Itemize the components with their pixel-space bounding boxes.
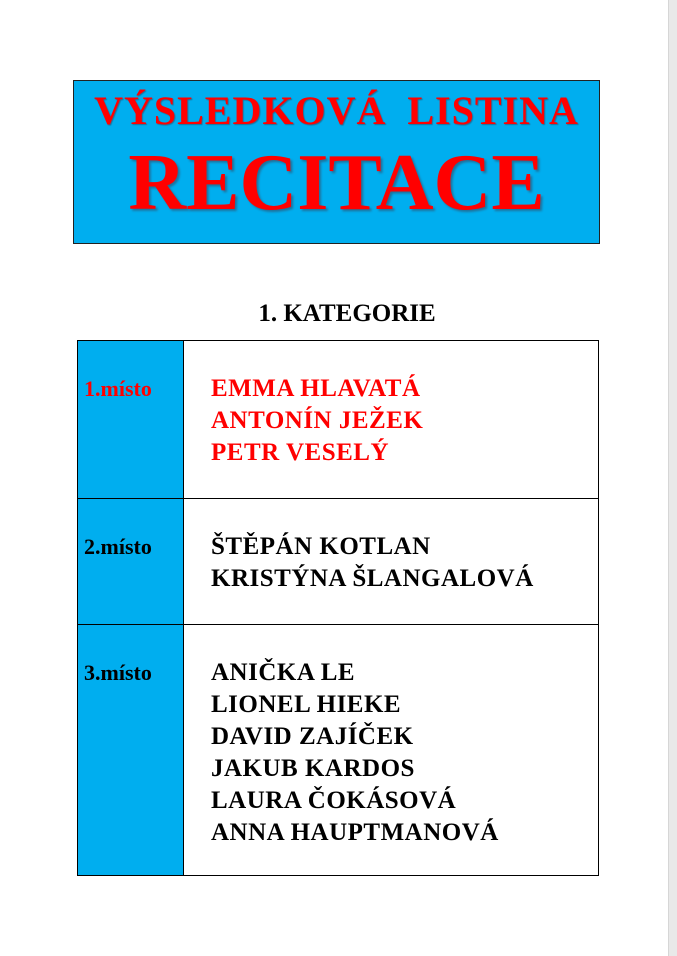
table-row bbox=[78, 625, 599, 876]
winner-name: KRISTÝNA ŠLANGALOVÁ bbox=[211, 565, 534, 592]
winner-name: ŠTĚPÁN KOTLAN bbox=[211, 533, 431, 560]
table-row bbox=[78, 341, 599, 499]
table-row bbox=[78, 499, 599, 625]
names-cell bbox=[184, 341, 599, 499]
winner-name: DAVID ZAJÍČEK bbox=[211, 723, 414, 750]
page-edge bbox=[668, 0, 677, 956]
place-label: 2.místo bbox=[78, 499, 184, 625]
winner-name: JAKUB KARDOS bbox=[211, 755, 415, 782]
winner-name: LAURA ČOKÁSOVÁ bbox=[211, 787, 457, 814]
winner-name: ANTONÍN JEŽEK bbox=[211, 407, 424, 434]
winner-name: LIONEL HIEKE bbox=[211, 691, 402, 718]
winner-name: ANNA HAUPTMANOVÁ bbox=[211, 819, 499, 846]
document-title: VÝSLEDKOVÁ LISTINA bbox=[94, 88, 579, 133]
winner-name: EMMA HLAVATÁ bbox=[211, 375, 421, 402]
document-subtitle: RECITACE bbox=[128, 139, 545, 227]
title-box bbox=[73, 80, 600, 244]
winner-name: PETR VESELÝ bbox=[211, 439, 390, 466]
names-cell bbox=[184, 625, 599, 876]
results-table bbox=[77, 340, 599, 876]
category-heading: 1. KATEGORIE bbox=[258, 300, 436, 327]
winner-name: ANIČKA LE bbox=[211, 659, 356, 686]
place-label: 1.místo bbox=[78, 341, 184, 499]
names-cell bbox=[184, 499, 599, 625]
place-label: 3.místo bbox=[78, 625, 184, 876]
